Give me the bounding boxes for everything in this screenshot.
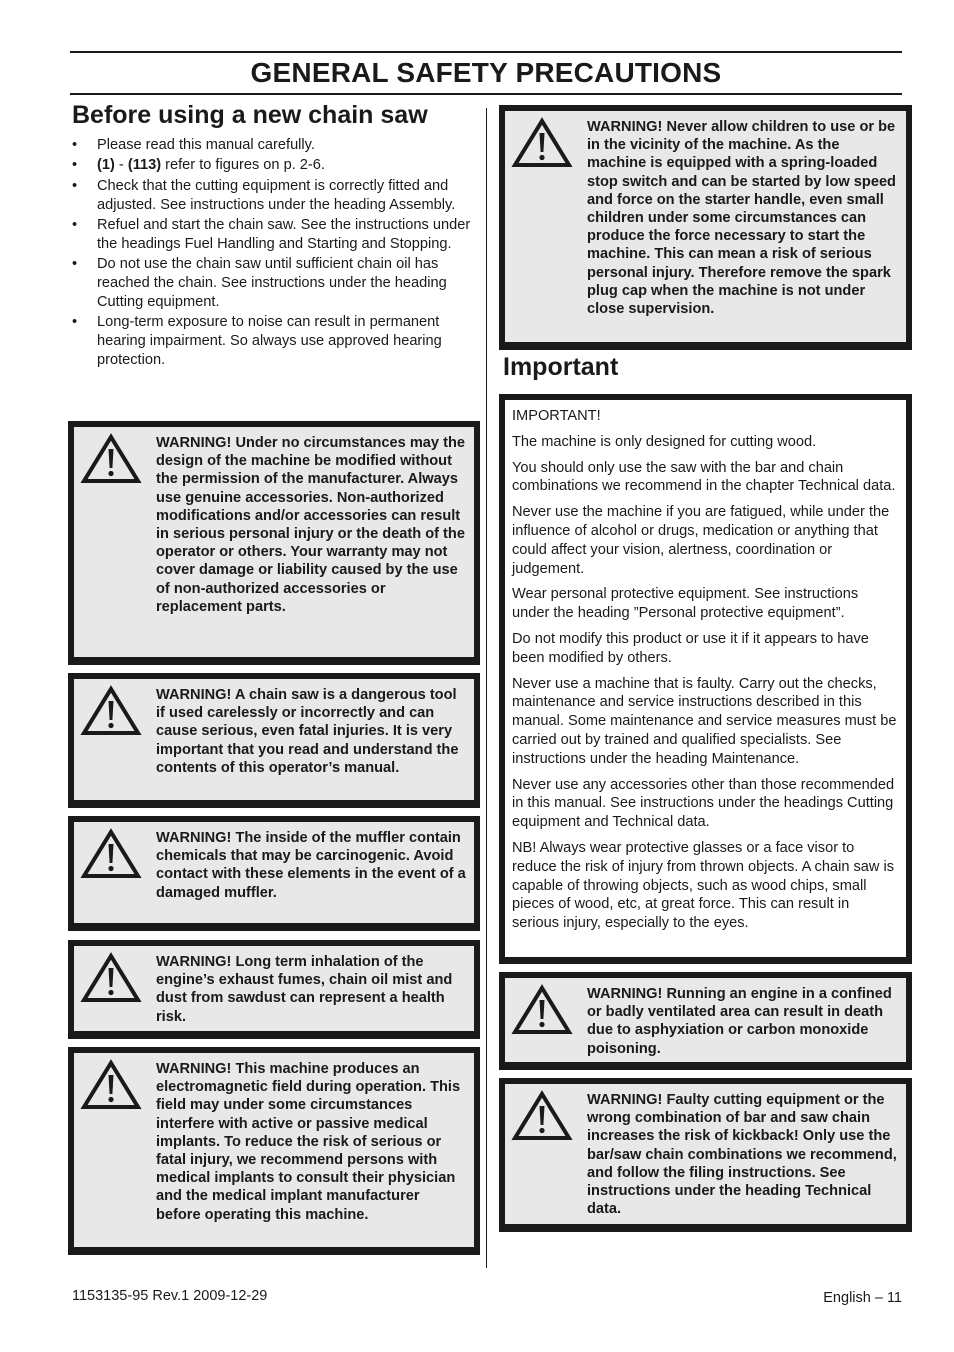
warning-box-muffler xyxy=(68,816,480,931)
warning-triangle-icon xyxy=(80,828,142,880)
warning-triangle-icon xyxy=(80,1059,142,1111)
warning-box-children xyxy=(499,105,912,350)
important-paragraph: Never use any accessories other than those recommended in this manual. See instructions under the headings Cutting equipment and Technical data. xyxy=(512,776,895,831)
title-rule xyxy=(70,93,902,95)
section-heading-important: Important xyxy=(503,353,619,381)
warning-text: WARNING! Never allow children to use or be in the vicinity of the machine. As the machine is equipped with a spring-loaded stop switch and can be started by low speed and force on the starter handle, even small children under some circumstances can produce the force necessary to start the machine. This can mean a risk of serious personal injury. Therefore remove the spark plug cap when the machine is not under close supervision. xyxy=(587,119,896,318)
warning-text: WARNING! Under no circumstances may the design of the machine be modified without the permission of the manufacturer. Always use genuine accessories. Non-authorized modifications and/or accessories can result in serious personal injury or the death of the operator or others. Your warranty may not cover damage or liability caused by the use of non-authorized accessories or replacement parts. xyxy=(156,435,465,615)
important-paragraph: The machine is only designed for cutting wood. xyxy=(512,433,817,450)
list-item: • Please read this manual carefully. xyxy=(72,136,472,155)
document-id: 1153135-95 Rev.1 2009-12-29 xyxy=(72,1288,268,1304)
important-paragraph: Never use the machine if you are fatigued, while under the influence of alcohol or drugs, medication or anything that could affect your vision, alertness, coordination or judgement. xyxy=(512,504,890,577)
warning-text: WARNING! A chain saw is a dangerous tool if used carelessly or incorrectly and can cause serious, even fatal injuries. It is very important that you read and understand the contents of this operator’s manual. xyxy=(156,687,459,776)
warning-triangle-icon xyxy=(80,433,142,485)
figure-ref-text: refer to figures on p. 2-6. xyxy=(161,157,325,174)
important-paragraph: Do not modify this product or use it if it appears to have been modified by others. xyxy=(512,630,869,666)
figure-ref-start: (1) xyxy=(97,157,115,174)
important-paragraph: NB! Always wear protective glasses or a face visor to reduce the risk of injury from thrown objects. A chain saw is capable of throwing objects, such as wood chips, small pieces of wood, etc, at great force. This can result in serious injury, especially to the eyes. xyxy=(512,839,895,932)
warning-text: WARNING! Long term inhalation of the engine’s exhaust fumes, chain oil mist and dust from sawdust can represent a health risk. xyxy=(156,954,453,1025)
figure-ref-dash: - xyxy=(114,157,128,174)
warning-text: WARNING! Running an engine in a confined or badly ventilated area can result in death due to asphyxiation or carbon monoxide poisoning. xyxy=(587,986,892,1057)
section-heading-before-using: Before using a new chain saw xyxy=(72,101,428,129)
warning-box-ventilation xyxy=(499,972,912,1070)
warning-text: WARNING! This machine produces an electromagnetic field during operation. This field may under some circumstances interfere with active or passive medical implants. To reduce the risk of serious or fatal injury, we recommend persons with medical implants to consult their physician and the medical implant manufacturer before operating this machine. xyxy=(156,1061,461,1223)
warning-box-dangerous-tool xyxy=(68,673,480,808)
column-divider xyxy=(486,108,487,1268)
top-rule xyxy=(70,51,902,53)
warning-triangle-icon xyxy=(511,117,573,169)
list-item: • Do not use the chain saw until sufficient chain oil has reached the chain. See instructions under the heading Cutting equipment. xyxy=(72,255,472,311)
page-title: GENERAL SAFETY PRECAUTIONS xyxy=(250,57,722,88)
list-item xyxy=(72,156,472,175)
warning-triangle-icon xyxy=(80,685,142,737)
warning-box-modifications xyxy=(68,421,480,665)
important-label: IMPORTANT! xyxy=(512,408,601,424)
warning-box-electromagnetic xyxy=(68,1047,480,1255)
warning-triangle-icon xyxy=(80,952,142,1004)
warning-triangle-icon xyxy=(511,1090,573,1142)
warning-box-kickback xyxy=(499,1078,912,1232)
warning-box-exhaust xyxy=(68,940,480,1039)
page-number: English – 11 xyxy=(823,1290,902,1306)
list-item: • Refuel and start the chain saw. See the instructions under the headings Fuel Handling and Starting and Stopping. xyxy=(72,216,472,254)
important-box xyxy=(499,394,912,964)
figure-ref-end: (113) xyxy=(127,157,162,174)
warning-triangle-icon xyxy=(511,984,573,1036)
list-item: • Long-term exposure to noise can result in permanent hearing impairment. So always use approved hearing protection. xyxy=(72,313,472,369)
list-item: • Check that the cutting equipment is correctly fitted and adjusted. See instructions under the heading Assembly. xyxy=(72,177,472,215)
before-using-list xyxy=(72,136,472,371)
warning-text: WARNING! The inside of the muffler contain chemicals that may be carcinogenic. Avoid contact with these elements in the event of a damaged muffler. xyxy=(156,830,466,901)
important-paragraph: Wear personal protective equipment. See instructions under the heading ”Personal protective equipment”. xyxy=(512,586,859,622)
important-paragraph: Never use a machine that is faulty. Carry out the checks, maintenance and service instructions described in this manual. Some maintenance and service measures must be carried out by trained and qualified specialists. See instructions under the heading Maintenance. xyxy=(512,675,897,767)
important-paragraph: You should only use the saw with the bar and chain combinations we recommend in the chapter Technical data. xyxy=(512,459,896,495)
warning-text: WARNING! Faulty cutting equipment or the wrong combination of bar and saw chain increases the risk of kickback! Only use the bar/saw chain combinations we recommend, and follow the filing instructions. See instructions under the heading Technical data. xyxy=(587,1092,897,1218)
